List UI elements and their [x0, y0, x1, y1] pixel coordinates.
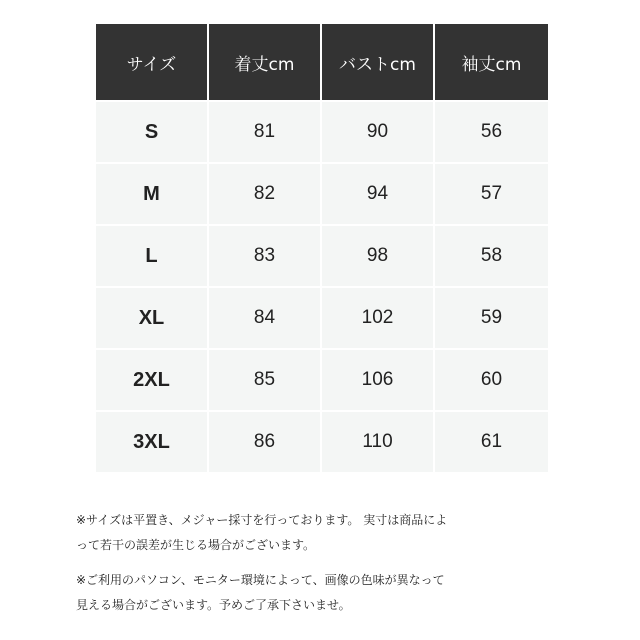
bust-value: 94 — [322, 162, 435, 224]
sleeve-value: 58 — [435, 224, 548, 286]
size-label: M — [96, 162, 209, 224]
bust-value: 106 — [322, 348, 435, 410]
table-row — [96, 410, 548, 472]
length-value: 81 — [209, 100, 322, 162]
size-chart-body — [96, 100, 548, 472]
header-length: 着丈cm — [209, 24, 322, 100]
sleeve-value: 60 — [435, 348, 548, 410]
note-line: ※サイズは平置き、メジャー採寸を行っております。 実寸は商品によ — [76, 513, 448, 527]
header-size: サイズ — [96, 24, 209, 100]
length-value: 82 — [209, 162, 322, 224]
size-chart-header — [96, 24, 548, 100]
sleeve-value: 57 — [435, 162, 548, 224]
table-row — [96, 286, 548, 348]
sleeve-value: 61 — [435, 410, 548, 472]
table-row — [96, 224, 548, 286]
header-bust: バストcm — [322, 24, 435, 100]
note-line: 見える場合がございます。予めご了承下さいませ。 — [76, 598, 351, 612]
size-label: L — [96, 224, 209, 286]
note-line: って若干の誤差が生じる場合がございます。 — [76, 538, 316, 552]
size-chart-table — [96, 24, 548, 472]
sleeve-value: 56 — [435, 100, 548, 162]
size-notes — [76, 508, 576, 628]
length-value: 84 — [209, 286, 322, 348]
table-row — [96, 348, 548, 410]
size-label: S — [96, 100, 209, 162]
sleeve-value: 59 — [435, 286, 548, 348]
table-row — [96, 100, 548, 162]
length-value: 83 — [209, 224, 322, 286]
bust-value: 90 — [322, 100, 435, 162]
size-label: 3XL — [96, 410, 209, 472]
length-value: 85 — [209, 348, 322, 410]
measurement-note — [76, 508, 576, 558]
color-note — [76, 568, 576, 618]
header-row — [96, 24, 548, 100]
size-label: XL — [96, 286, 209, 348]
bust-value: 102 — [322, 286, 435, 348]
note-line: ※ご利用のパソコン、モニター環境によって、画像の色味が異なって — [76, 573, 445, 587]
header-sleeve: 袖丈cm — [435, 24, 548, 100]
length-value: 86 — [209, 410, 322, 472]
bust-value: 98 — [322, 224, 435, 286]
bust-value: 110 — [322, 410, 435, 472]
size-label: 2XL — [96, 348, 209, 410]
table-row — [96, 162, 548, 224]
